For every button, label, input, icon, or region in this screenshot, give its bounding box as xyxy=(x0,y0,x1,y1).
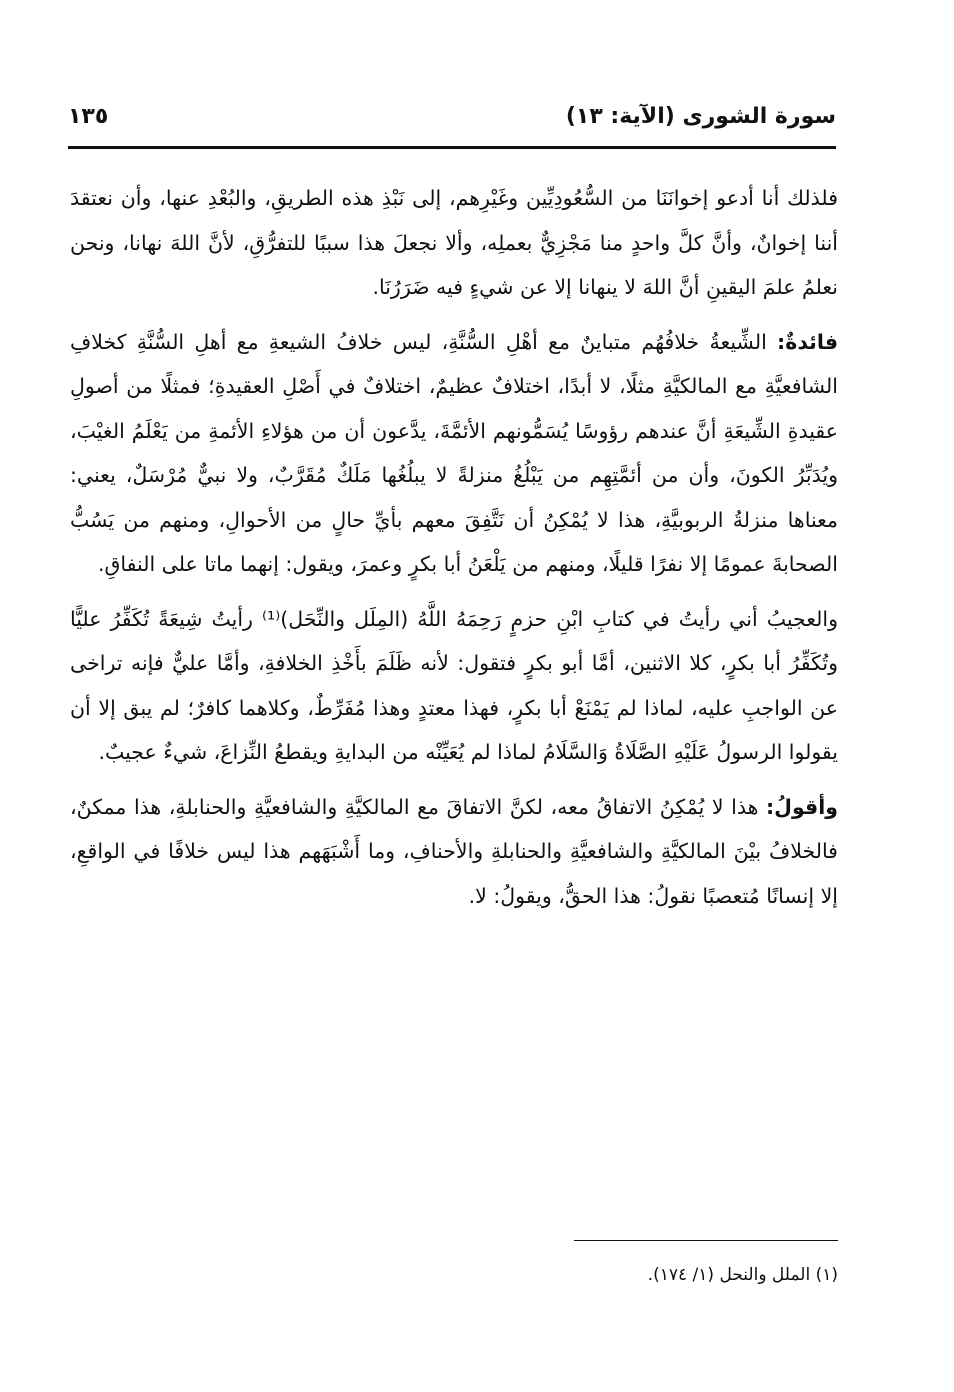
page-header xyxy=(68,100,836,146)
surah-title: سورة الشورى (الآية: ١٣) xyxy=(565,104,836,129)
paragraph-lead: وأقولُ: xyxy=(765,794,838,819)
page-number: ١٣٥ xyxy=(68,104,109,129)
paragraph-text: هذا لا يُمْكِنُ الاتفاقُ معه، لكنَّ الاتفاقَ مع المالكيَّةِ والشافعيَّةِ والحنابلةِ، هذا ممكنٌ، فالخلافُ بيْنَ المالكيَّةِ والشافعيَّةِ والحنابلةِ والأحنافِ، وما أَشْبَهَهم هذا ليس خلافًا في الواقعِ، إلا إنسانًا مُتعصبًا نقولُ: هذا الحقُّ، ويقولُ: لا. xyxy=(70,794,838,908)
header-divider xyxy=(68,146,836,149)
footnote-divider xyxy=(574,1240,838,1241)
paragraph-3 xyxy=(70,597,838,775)
paragraph-1 xyxy=(70,176,838,310)
paragraph-4 xyxy=(70,785,838,919)
paragraph-text: الشِّيعةُ خلافُهُم متباينٌ مع أهْلِ السُّنَّةِ، ليس خلافُ الشيعةِ مع أهلِ السُّنَّةِ كخلافِ الشافعيَّةِ مع المالكيَّةِ مثلًا، لا أبدًا، اختلافٌ عظيمٌ، اختلافٌ في أَصْلِ العقيدةِ؛ فمثلًا من أصولِ عقيدةِ الشِّيعَةِ أنَّ عندهم رؤوسًا يُسَمُّونهم الأئمَّةَ، يدَّعون أن من هؤلاءِ الأئمةِ من يَعْلَمُ الغيْبَ، ويُدَبِّرُ الكونَ، وأن من أئمَّتِهِم من يَبْلُغُ منزلةً لا يبلُغُها مَلَكٌ مُقَرَّبٌ، ولا نبيٌّ مُرْسَلٌ، يعني: معناها منزلةُ الربوبيَّةِ، هذا لا يُمْكِنُ أن نَتَّفِقَ معهم بأيِّ حالٍ من الأحوالِ، ومنهم من يَسُبُّ الصحابةَ عمومًا إلا نفرًا قليلًا، ومنهم من يَلْعَنُ أبا بكرٍ وعمرَ، ويقول: إنهما ماتا على النفاقِ. xyxy=(70,329,838,576)
main-text xyxy=(70,176,838,928)
paragraph-text: والعجيبُ أني رأيتُ في كتابِ ابْنِ حزمٍ رَحِمَهُ اللَّهُ (المِلَل والنِّحَل)⁽¹⁾ رأيتُ شِيعَةً تُكَفِّرُ عليًّا وتُكَفِّرُ أبا بكرٍ، كلا الاثنين، أمَّا أبو بكرٍ فتقول: لأنه ظَلَمَ بأَخْذِ الخلافةِ، وأمَّا عليٌّ فإنه تراخى عن الواجبِ عليه، لماذا لم يَمْنَعْ أبا بكرٍ، فهذا معتدٍ وهذا مُفَرِّطٌ، وكلاهما كافرٌ؛ لم يبق إلا أن يقولوا الرسولُ عَلَيْهِ الصَّلَاةُ وَالسَّلَامُ لماذا لم يُعَيِّنْه من البدايةِ ويقطعُ النِّزاعَ، شيءٌ عجيبٌ. xyxy=(70,606,838,764)
footnote: (١) الملل والنحل (١/ ١٧٤). xyxy=(647,1265,838,1285)
paragraph-text: فلذلك أنا أدعو إخوانَنَا من السُّعُودِيِّين وغَيْرِهم، إلى نَبْذِ هذه الطريقِ، والبُعْدِ عنها، وأن نعتقدَ أننا إخوانٌ، وأنَّ كلَّ واحدٍ منا مَجْزِيٌّ بعملِه، وألا نجعلَ هذا سببًا للتفرُّقِ، لأنَّ اللهَ نهانا، ونحن نعلمُ علمَ اليقينِ أنَّ اللهَ لا ينهانا إلا عن شيءٍ فيه ضَرَرُنَا. xyxy=(70,186,838,299)
paragraph-2 xyxy=(70,320,838,587)
paragraph-lead: فائدةٌ: xyxy=(777,329,838,354)
